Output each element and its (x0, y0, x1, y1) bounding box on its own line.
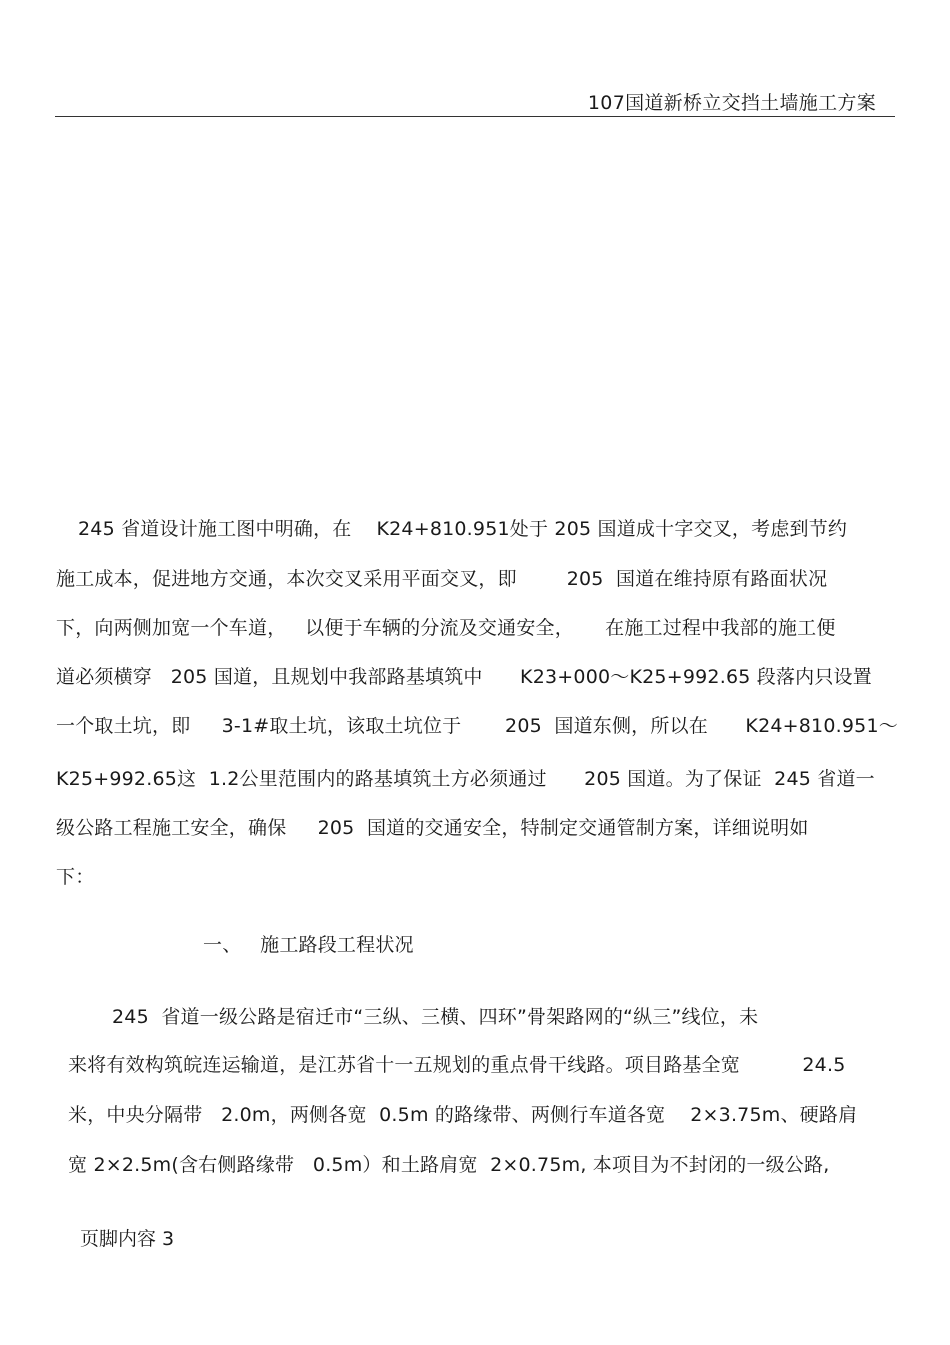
intro-line: 下： (56, 866, 95, 888)
header-title: 107国道新桥立交挡土墙施工方案 (587, 92, 876, 114)
intro-line: 级公路工程施工安全，确保 205 国道的交通安全，特制定交通管制方案，详细说明如 (56, 817, 809, 839)
section1-line: 宽 2×2.5m(含右侧路缘带 0.5m）和土路肩宽 2×0.75m, 本项目为不封闭的一级公路, (68, 1154, 830, 1176)
header-rule (55, 116, 895, 117)
section1-line: 245 省道一级公路是宿迁市“三纵、三横、四环”骨架路网的“纵三”线位，未 (112, 1006, 759, 1028)
intro-line: 下，向两侧加宽一个车道， 以便于车辆的分流及交通安全， 在施工过程中我部的施工便 (56, 617, 836, 639)
intro-line: 施工成本，促进地方交通，本次交叉采用平面交叉，即 205 国道在维持原有路面状况 (56, 568, 828, 590)
section1-line: 米，中央分隔带 2.0m，两侧各宽 0.5m 的路缘带、两侧行车道各宽 2×3.75m、硬路肩 (68, 1104, 858, 1126)
section1-line: 来将有效构筑皖连运输道，是江苏省十一五规划的重点骨干线路。项目路基全宽 24.5 (68, 1054, 846, 1076)
page-footer: 页脚内容 3 (80, 1228, 175, 1250)
intro-line: 一个取土坑，即 3-1#取土坑，该取土坑位于 205 国道东侧，所以在 K24+810.951～ (56, 715, 898, 737)
intro-line: K25+992.65这 1.2公里范围内的路基填筑土方必须通过 205 国道。为了保证 245 省道一 (56, 768, 875, 790)
section-heading: 一、 施工路段工程状况 (203, 934, 414, 956)
intro-line: 245 省道设计施工图中明确，在 K24+810.951处于 205 国道成十字交叉，考虑到节约 (78, 518, 848, 540)
intro-line: 道必须横穿 205 国道，且规划中我部路基填筑中 K23+000～K25+992.65 段落内只设置 (56, 666, 872, 688)
